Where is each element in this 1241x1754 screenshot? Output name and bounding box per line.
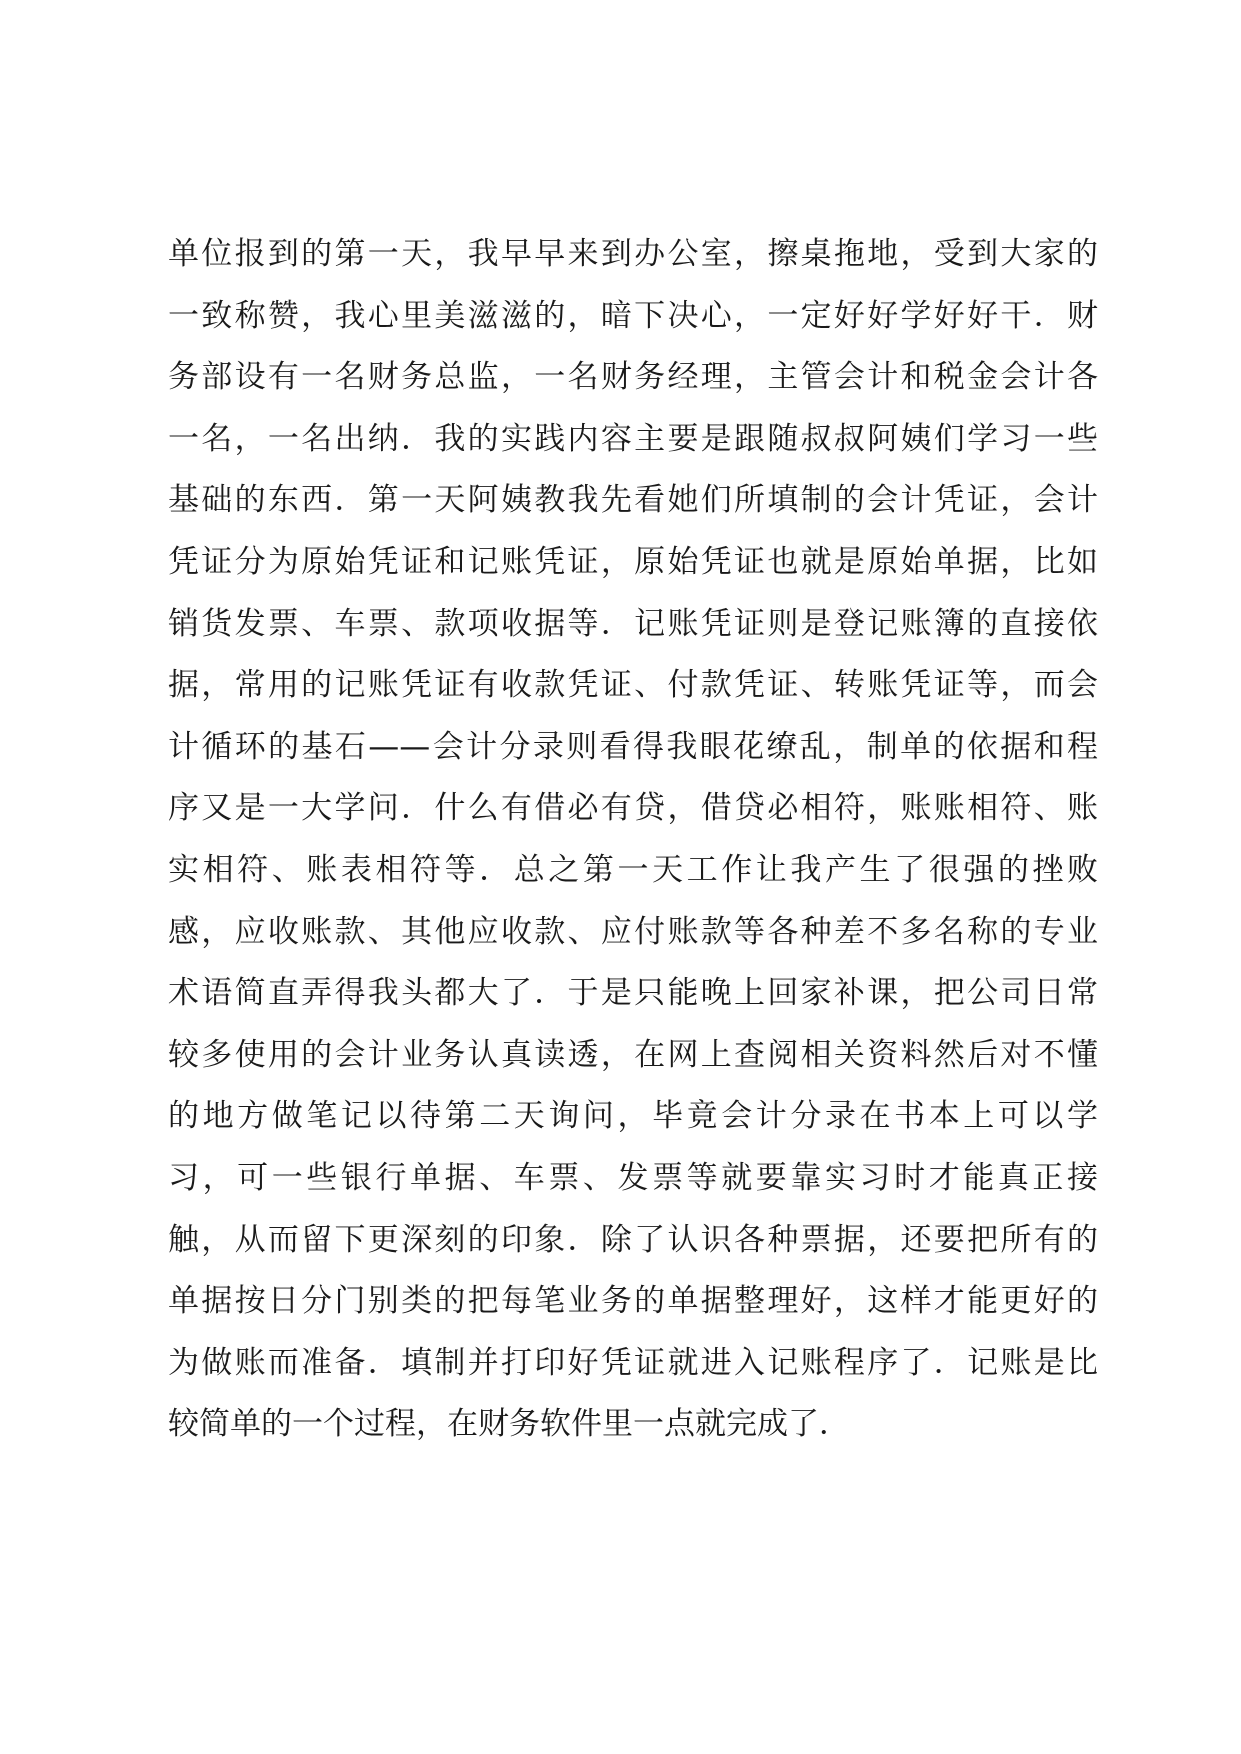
- text-line: 务部设有一名财务总监，一名财务经理，主管会计和税金会计各: [168, 359, 1098, 396]
- text-line: 感，应收账款、其他应收款、应付账款等各种差不多名称的专业: [168, 913, 1098, 950]
- text-line: 凭证分为原始凭证和记账凭证，原始凭证也就是原始单据，比如: [168, 543, 1098, 580]
- text-line: 的地方做笔记以待第二天询问，毕竟会计分录在书本上可以学: [168, 1098, 1098, 1135]
- text-line: 习，可一些银行单据、车票、发票等就要靠实习时才能真正接: [168, 1159, 1098, 1196]
- text-line: 较简单的一个过程，在财务软件里一点就完成了．: [168, 1406, 850, 1443]
- text-line: 实相符、账表相符等．总之第一天工作让我产生了很强的挫败: [168, 851, 1098, 888]
- body-paragraph: [168, 224, 1098, 1456]
- text-line: 基础的东西．第一天阿姨教我先看她们所填制的会计凭证，会计: [168, 482, 1098, 519]
- text-line: 术语简直弄得我头都大了．于是只能晚上回家补课，把公司日常: [168, 975, 1098, 1012]
- text-line: 单据按日分门别类的把每笔业务的单据整理好，这样才能更好的: [168, 1283, 1098, 1320]
- text-line: 单位报到的第一天，我早早来到办公室，擦桌拖地，受到大家的: [168, 236, 1098, 272]
- text-line: 为做账而准备．填制并打印好凭证就进入记账程序了．记账是比: [168, 1344, 1098, 1381]
- text-line: 序又是一大学问．什么有借必有贷，借贷必相符，账账相符、账: [168, 790, 1098, 827]
- text-line: 一致称赞，我心里美滋滋的，暗下决心，一定好好学好好干．财: [168, 297, 1098, 334]
- text-line: 较多使用的会计业务认真读透，在网上查阅相关资料然后对不懂: [168, 1036, 1098, 1073]
- text-line: 销货发票、车票、款项收据等．记账凭证则是登记账簿的直接依: [168, 605, 1098, 642]
- text-line: 一名，一名出纳．我的实践内容主要是跟随叔叔阿姨们学习一些: [168, 420, 1098, 457]
- text-line: 据，常用的记账凭证有收款凭证、付款凭证、转账凭证等，而会: [168, 667, 1098, 704]
- text-line: 计循环的基石——会计分录则看得我眼花缭乱，制单的依据和程: [168, 728, 1098, 765]
- text-line: 触，从而留下更深刻的印象．除了认识各种票据，还要把所有的: [168, 1221, 1098, 1258]
